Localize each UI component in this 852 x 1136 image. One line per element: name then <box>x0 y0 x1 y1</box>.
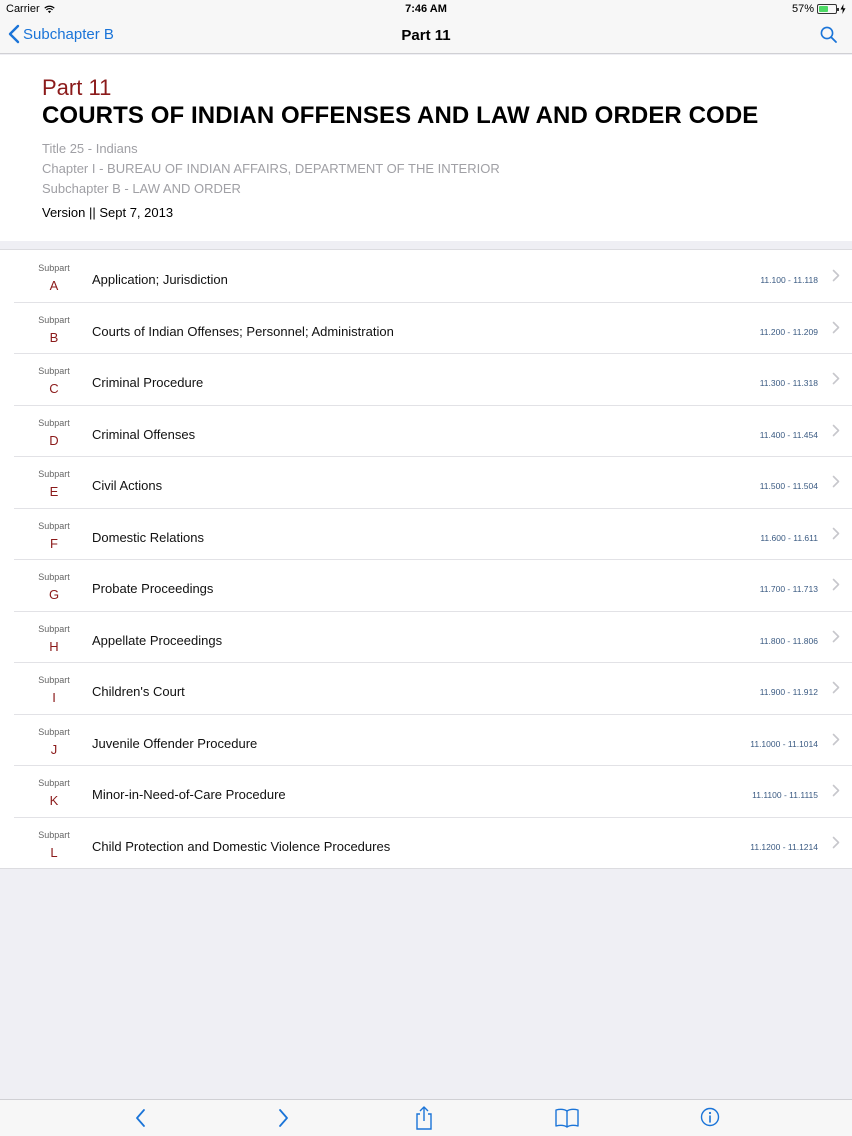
navigation-bar <box>0 18 852 54</box>
part-header <box>0 55 852 241</box>
subpart-letter: D <box>49 432 59 448</box>
section-range: 11.1100 - 11.1115 <box>752 790 818 800</box>
section-range: 11.200 - 11.209 <box>759 326 818 337</box>
subpart-row-k[interactable] <box>0 765 852 817</box>
subpart-row-a[interactable] <box>0 250 852 302</box>
bottom-toolbar <box>0 1099 852 1136</box>
section-range: 11.100 - 11.118 <box>760 275 818 285</box>
chapter-line: Chapter I - BUREAU OF INDIAN AFFAIRS, DEPARTMENT OF THE INTERIOR <box>42 161 500 176</box>
subpart-caption: Subpart <box>38 829 70 840</box>
section-range: 11.800 - 11.806 <box>759 635 818 646</box>
back-arrow-icon <box>133 1107 149 1129</box>
title-line: Title 25 - Indians <box>42 141 138 156</box>
subpart-caption: Subpart <box>38 314 70 325</box>
subpart-row-d[interactable] <box>0 405 852 457</box>
subpart-title: Application; Jurisdiction <box>92 272 228 287</box>
subpart-title: Juvenile Offender Procedure <box>92 735 258 751</box>
section-range: 11.700 - 11.713 <box>759 584 818 594</box>
nav-title: Part 11 <box>401 27 451 44</box>
subpart-caption: Subpart <box>38 469 70 479</box>
info-button[interactable] <box>700 1107 720 1132</box>
subpart-letter: K <box>49 793 59 808</box>
subpart-letter: I <box>52 690 56 705</box>
charging-icon <box>840 4 846 14</box>
chevron-right-icon <box>832 630 840 643</box>
subpart-title: Probate Proceedings <box>92 581 214 596</box>
subpart-row-f[interactable] <box>0 508 852 560</box>
chevron-right-icon <box>832 681 840 694</box>
subpart-caption: Subpart <box>38 623 70 634</box>
subpart-title: Child Protection and Domestic Violence Procedures <box>92 838 391 854</box>
subpart-row-e[interactable] <box>0 456 852 508</box>
subpart-caption: Subpart <box>38 572 70 582</box>
search-icon <box>820 26 838 44</box>
subpart-title: Minor-in-Need-of-Care Procedure <box>92 787 286 802</box>
forward-arrow-icon <box>275 1107 291 1129</box>
bookmarks-button[interactable] <box>554 1107 580 1134</box>
subpart-letter: A <box>49 278 59 293</box>
subpart-title: Domestic Relations <box>92 529 204 545</box>
clock: 7:46 AM <box>405 3 447 15</box>
info-icon <box>700 1107 720 1127</box>
page-title: COURTS OF INDIAN OFFENSES AND LAW AND ORDER CODE <box>42 102 759 129</box>
back-button-label: Subchapter B <box>23 25 114 43</box>
back-arrow-button[interactable] <box>133 1107 149 1134</box>
subpart-letter: G <box>48 587 60 602</box>
status-bar <box>0 0 852 18</box>
book-icon <box>554 1107 580 1129</box>
chevron-right-icon <box>832 269 840 282</box>
chevron-right-icon <box>832 784 840 797</box>
section-range: 11.1000 - 11.1014 <box>750 738 818 749</box>
subpart-list <box>0 249 852 869</box>
subpart-caption: Subpart <box>38 520 70 531</box>
chevron-right-icon <box>832 475 840 488</box>
subpart-row-l[interactable] <box>0 817 852 869</box>
section-range: 11.300 - 11.318 <box>759 378 818 388</box>
subpart-caption: Subpart <box>38 726 70 737</box>
subpart-caption: Subpart <box>38 778 70 788</box>
part-number: Part 11 <box>42 75 112 100</box>
forward-arrow-button[interactable] <box>275 1107 291 1134</box>
section-range: 11.400 - 11.454 <box>759 429 818 440</box>
subpart-letter: C <box>49 381 59 396</box>
subpart-row-i[interactable] <box>0 662 852 714</box>
subpart-letter: B <box>49 329 59 345</box>
section-range: 11.900 - 11.912 <box>759 687 818 697</box>
subpart-title: Criminal Procedure <box>92 375 204 390</box>
chevron-right-icon <box>832 424 840 437</box>
subpart-letter: E <box>49 484 59 499</box>
share-icon <box>414 1105 434 1131</box>
chevron-right-icon <box>832 321 840 334</box>
battery-percent: 57% <box>791 3 814 15</box>
subpart-letter: F <box>50 535 58 551</box>
search-button[interactable] <box>820 26 838 49</box>
subpart-title: Criminal Offenses <box>92 426 196 442</box>
section-range: 11.500 - 11.504 <box>759 481 818 491</box>
subpart-row-j[interactable] <box>0 714 852 766</box>
subpart-title: Civil Actions <box>92 478 163 493</box>
subchapter-line: Subchapter B - LAW AND ORDER <box>42 181 241 196</box>
share-button[interactable] <box>414 1105 434 1136</box>
subpart-title: Children's Court <box>92 684 185 699</box>
subpart-caption: Subpart <box>38 675 70 685</box>
subpart-caption: Subpart <box>38 417 70 428</box>
chevron-right-icon <box>832 733 840 746</box>
chevron-right-icon <box>832 372 840 385</box>
subpart-letter: J <box>50 741 58 757</box>
battery-icon <box>817 4 837 14</box>
subpart-caption: Subpart <box>38 263 70 273</box>
subpart-title: Courts of Indian Offenses; Personnel; Administration <box>92 323 394 339</box>
subpart-letter: H <box>49 638 59 654</box>
subpart-caption: Subpart <box>38 366 70 376</box>
section-range: 11.600 - 11.611 <box>760 532 818 543</box>
subpart-row-h[interactable] <box>0 611 852 663</box>
subpart-title: Appellate Proceedings <box>92 632 223 648</box>
battery-level <box>819 6 828 12</box>
carrier-label: Carrier <box>6 3 40 15</box>
chevron-right-icon <box>832 527 840 540</box>
subpart-row-c[interactable] <box>0 353 852 405</box>
section-range: 11.1200 - 11.1214 <box>750 841 818 852</box>
status-right <box>792 3 846 15</box>
subpart-letter: L <box>50 844 58 860</box>
chevron-right-icon <box>832 578 840 591</box>
version-line: Version || Sept 7, 2013 <box>42 205 174 220</box>
chevron-right-icon <box>832 836 840 849</box>
subpart-row-g[interactable] <box>0 559 852 611</box>
subpart-row-b[interactable] <box>0 302 852 354</box>
